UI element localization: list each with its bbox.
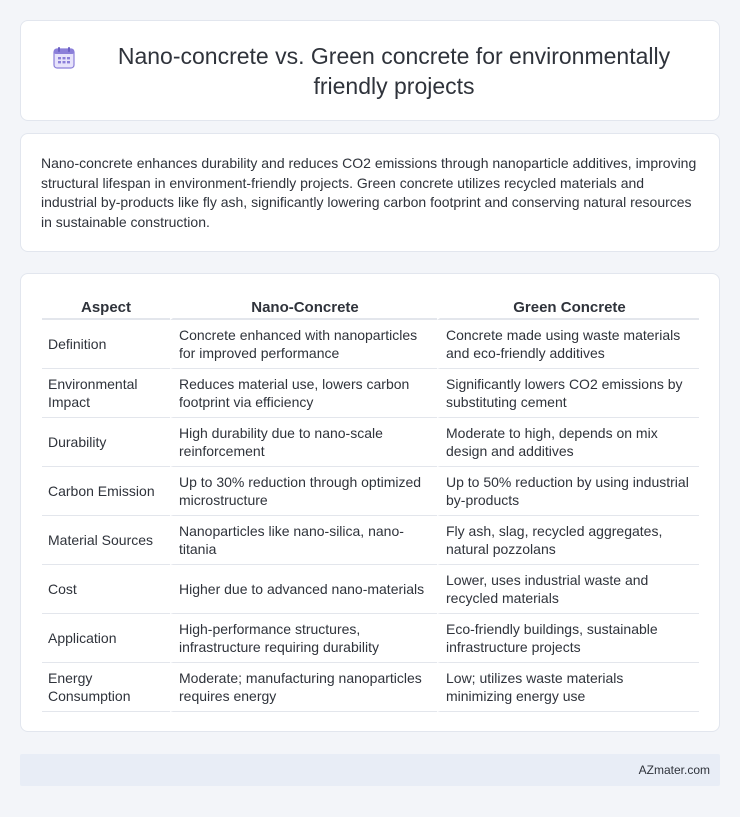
title-wrap (51, 41, 689, 101)
nano-cell: Concrete enhanced with nanoparticles for improved performance (170, 320, 437, 369)
nano-cell: Moderate; manufacturing nanoparticles requires energy (170, 663, 437, 712)
nano-cell: High durability due to nano-scale reinforcement (170, 418, 437, 467)
green-cell: Eco-friendly buildings, sustainable infrastructure projects (437, 614, 699, 663)
green-cell: Concrete made using waste materials and eco-friendly additives (437, 320, 699, 369)
table-row (42, 614, 699, 663)
calendar-icon (51, 45, 77, 71)
aspect-cell: Material Sources (42, 516, 170, 565)
table-row (42, 663, 699, 712)
aspect-cell: Environmental Impact (42, 369, 170, 418)
nano-cell: High-performance structures, infrastructure requiring durability (170, 614, 437, 663)
title-card (20, 20, 720, 121)
footer-brand-link[interactable]: AZmater.com (638, 763, 710, 777)
aspect-cell: Cost (42, 565, 170, 614)
aspect-cell: Energy Consumption (42, 663, 170, 712)
nano-cell: Up to 30% reduction through optimized microstructure (170, 467, 437, 516)
green-cell: Low; utilizes waste materials minimizing energy use (437, 663, 699, 712)
aspect-cell: Durability (42, 418, 170, 467)
header-green-concrete: Green Concrete (437, 294, 699, 320)
green-cell: Lower, uses industrial waste and recycled materials (437, 565, 699, 614)
nano-cell: Higher due to advanced nano-materials (170, 565, 437, 614)
table-row (42, 320, 699, 369)
footer (20, 754, 720, 786)
nano-cell: Reduces material use, lowers carbon footprint via efficiency (170, 369, 437, 418)
green-cell: Significantly lowers CO2 emissions by substituting cement (437, 369, 699, 418)
aspect-cell: Application (42, 614, 170, 663)
header-aspect: Aspect (42, 294, 170, 320)
comparison-table (42, 294, 699, 712)
table-row (42, 467, 699, 516)
green-cell: Moderate to high, depends on mix design and additives (437, 418, 699, 467)
green-cell: Up to 50% reduction by using industrial by-products (437, 467, 699, 516)
table-row (42, 369, 699, 418)
header-nano-concrete: Nano-Concrete (170, 294, 437, 320)
table-header-row (42, 294, 699, 320)
nano-cell: Nanoparticles like nano-silica, nano-titania (170, 516, 437, 565)
summary-card (20, 133, 720, 252)
table-row (42, 516, 699, 565)
aspect-cell: Carbon Emission (42, 467, 170, 516)
aspect-cell: Definition (42, 320, 170, 369)
comparison-card (20, 273, 720, 732)
table-row (42, 565, 699, 614)
page-title: Nano-concrete vs. Green concrete for environmentally friendly projects (117, 42, 671, 99)
summary-text: Nano-concrete enhances durability and reduces CO2 emissions through nanoparticle additives, improving structural lifespan in environment-friendly projects. Green concrete utilizes recycled materials and industrial by-products like fly ash, significantly lowering carbon footprint and conserving natural resources in sustainable construction. (41, 155, 697, 230)
table-row (42, 418, 699, 467)
green-cell: Fly ash, slag, recycled aggregates, natural pozzolans (437, 516, 699, 565)
